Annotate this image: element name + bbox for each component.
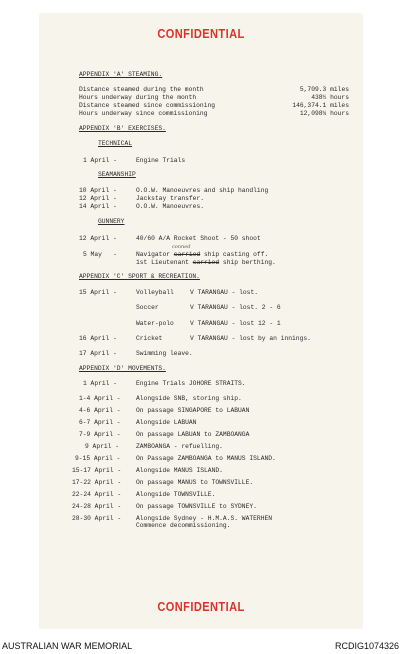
movement-date: 1-4 April - bbox=[79, 395, 121, 402]
steaming-value: 146,374.1 miles bbox=[292, 102, 349, 109]
sport-result: V TARANGAU - lost by an innings. bbox=[190, 335, 311, 342]
movement-date: 28-30 April - bbox=[72, 515, 122, 522]
document-page bbox=[40, 14, 362, 628]
exercise-text-cont: 1st Lieutenant carried ship berthing. bbox=[136, 259, 276, 266]
footer-institution: AUSTRALIAN WAR MEMORIAL bbox=[2, 641, 133, 651]
archive-footer bbox=[0, 639, 403, 654]
appendix-a-heading: APPENDIX 'A' STEAMING. bbox=[79, 71, 163, 78]
movement-date: 6-7 April - bbox=[79, 419, 121, 426]
movement-date: 24-28 April - bbox=[72, 503, 122, 510]
steaming-label: Distance steamed since commissioning bbox=[79, 102, 216, 109]
movement-text: On Passage ZAMBOANGA to MANUS ISLAND. bbox=[136, 455, 276, 462]
sport-date: 15 April - bbox=[79, 289, 117, 296]
technical-heading: TECHNICAL bbox=[98, 140, 133, 147]
gunnery-heading: GUNNERY bbox=[98, 218, 125, 225]
exercise-text: 40/60 A/A Rocket Shoot - 50 shoot bbox=[136, 235, 261, 242]
movement-text: Alongside LABUAN bbox=[136, 419, 197, 426]
sport-name: Cricket bbox=[136, 335, 163, 342]
movement-date: 22-24 April - bbox=[72, 491, 122, 498]
movement-date: 9 April - bbox=[85, 443, 120, 450]
footer-record-id: RCDIG1074326 bbox=[334, 641, 399, 651]
sport-result: V TARANGAU - lost. bbox=[190, 289, 259, 296]
movement-text: On passage TOWNSVILLE to SYDNEY. bbox=[136, 503, 257, 510]
sport-name: Volleyball bbox=[136, 289, 174, 296]
movement-date: 1 April - bbox=[83, 380, 118, 387]
movement-text: Alongside MANUS ISLAND. bbox=[136, 467, 223, 474]
steaming-label: Distance steamed during the month bbox=[79, 86, 204, 93]
movement-date: 9-15 April - bbox=[75, 455, 121, 462]
exercise-text: O.O.W. Manoeuvres and ship handling bbox=[136, 187, 269, 194]
appendix-c-heading: APPENDIX 'C' SPORT & RECREATION. bbox=[79, 273, 200, 280]
confidential-stamp-top: CONFIDENTIAL bbox=[157, 26, 245, 41]
exercise-text: Jackstay transfer. bbox=[136, 195, 205, 202]
exercise-date: 10 April - bbox=[79, 187, 117, 194]
movement-text: Alongside TOWNSVILLE. bbox=[136, 491, 216, 498]
sport-date: 16 April - bbox=[79, 335, 117, 342]
exercise-text: O.O.W. Manoeuvres. bbox=[136, 203, 205, 210]
exercise-date: 12 April - bbox=[79, 195, 117, 202]
exercise-date: 1 April - bbox=[83, 157, 118, 164]
exercise-text: Engine Trials bbox=[136, 157, 186, 164]
handwritten-correction: conned bbox=[172, 244, 191, 250]
movement-text-cont: Commence decommissioning. bbox=[136, 522, 231, 529]
exercise-date: 5 May - bbox=[83, 251, 118, 258]
steaming-value: 5,709.3 miles bbox=[299, 86, 349, 93]
sport-result: V TARANGAU - lost. 2 - 6 bbox=[190, 304, 281, 311]
movement-text: On passage MANUS to TOWNSVILLE. bbox=[136, 479, 254, 486]
movement-text: On passage SINGAPORE to LABUAN bbox=[136, 407, 250, 414]
steaming-label: Hours underway during the month bbox=[79, 94, 197, 101]
sport-date: 17 April - bbox=[79, 350, 117, 357]
steaming-value: 12,098¼ hours bbox=[299, 110, 349, 117]
movement-date: 15-17 April - bbox=[72, 467, 122, 474]
appendix-d-heading: APPENDIX 'D' MOVEMENTS. bbox=[79, 365, 166, 372]
movement-date: 4-6 April - bbox=[79, 407, 121, 414]
sport-name: Water-polo bbox=[136, 320, 174, 327]
appendix-b-heading: APPENDIX 'B' EXERCISES. bbox=[79, 125, 166, 132]
movement-text: Alongside SNB, storing ship. bbox=[136, 395, 242, 402]
steaming-label: Hours underway since commissioning bbox=[79, 110, 208, 117]
exercise-text: Navigator carried ship casting off. bbox=[136, 251, 269, 258]
confidential-stamp-bottom: CONFIDENTIAL bbox=[157, 599, 245, 614]
movement-date: 17-22 April - bbox=[72, 479, 122, 486]
movement-text: Alongside Sydney - H.M.A.S. WATERHEN bbox=[136, 515, 273, 522]
movement-text: On passage LABUAN to ZAMBOANGA bbox=[136, 431, 250, 438]
sport-result: V TARANGAU - lost 12 - 1 bbox=[190, 320, 281, 327]
seamanship-heading: SEAMANSHIP bbox=[98, 171, 136, 178]
movement-text: ZAMBOANGA - refuelling. bbox=[136, 443, 223, 450]
movement-text: Engine Trials JOHORE STRAITS. bbox=[136, 380, 246, 387]
sport-name: Soccer bbox=[136, 304, 159, 311]
steaming-value: 438½ hours bbox=[311, 94, 349, 101]
exercise-date: 14 April - bbox=[79, 203, 117, 210]
movement-date: 7-9 April - bbox=[79, 431, 121, 438]
sport-name: Swimming leave. bbox=[136, 350, 193, 357]
exercise-date: 12 April - bbox=[79, 235, 117, 242]
